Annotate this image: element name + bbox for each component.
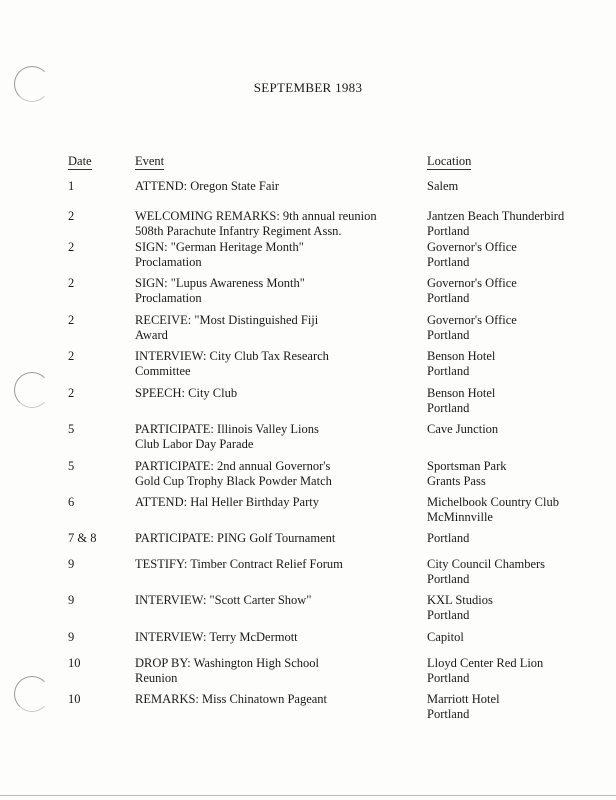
row-location: [427, 656, 612, 686]
location-line: Portland: [427, 224, 470, 238]
event-line: PARTICIPATE: 2nd annual Governor's: [135, 459, 331, 473]
row-date: 7 & 8: [68, 531, 97, 545]
row-date: 2: [68, 313, 75, 327]
event-line: Award: [135, 328, 168, 342]
row-location: [427, 386, 612, 416]
location-line: Governor's Office: [427, 276, 517, 290]
page-title: SEPTEMBER 1983: [253, 80, 363, 95]
row-event: [135, 459, 420, 489]
row-event: [135, 495, 420, 510]
location-line: Marriott Hotel: [427, 692, 500, 706]
row-location: [427, 349, 612, 379]
row-date: 5: [68, 459, 75, 473]
row-event: [135, 557, 420, 572]
row-event: [135, 692, 420, 707]
location-line: Portland: [427, 291, 470, 305]
event-line: REMARKS: Miss Chinatown Pageant: [135, 692, 328, 706]
event-line: INTERVIEW: City Club Tax Research: [135, 349, 329, 363]
table-header: [0, 154, 616, 170]
row-event: [135, 240, 420, 270]
row-event: [135, 593, 420, 608]
row-location: [427, 276, 612, 306]
location-line: Benson Hotel: [427, 349, 496, 363]
row-date: 2: [68, 240, 75, 254]
row-location: [427, 495, 612, 525]
location-line: Portland: [427, 328, 470, 342]
event-line: PARTICIPATE: PING Golf Tournament: [135, 531, 336, 545]
row-location: [427, 593, 612, 623]
location-line: Portland: [427, 401, 470, 415]
event-line: ATTEND: Oregon State Fair: [135, 179, 280, 193]
row-event: [135, 209, 420, 239]
row-location: [427, 209, 612, 239]
location-line: McMinnville: [427, 510, 493, 524]
row-date: 9: [68, 593, 75, 607]
row-date: 2: [68, 386, 75, 400]
location-line: Jantzen Beach Thunderbird: [427, 209, 565, 223]
event-line: WELCOMING REMARKS: 9th annual reunion: [135, 209, 377, 223]
event-line: DROP BY: Washington High School: [135, 656, 319, 670]
row-date: 6: [68, 495, 75, 509]
row-event: [135, 349, 420, 379]
header-event: Event: [135, 154, 165, 168]
row-location: [427, 459, 612, 489]
row-location: [427, 240, 612, 270]
event-line: TESTIFY: Timber Contract Relief Forum: [135, 557, 343, 571]
location-line: Salem: [427, 179, 459, 193]
row-location: [427, 630, 612, 645]
location-line: Grants Pass: [427, 474, 486, 488]
row-date: 2: [68, 209, 75, 223]
binder-hole-bottom: [14, 676, 50, 712]
row-date: 5: [68, 422, 75, 436]
location-line: Sportsman Park: [427, 459, 507, 473]
row-date: 1: [68, 179, 75, 193]
row-event: [135, 276, 420, 306]
row-date: 9: [68, 630, 75, 644]
location-line: Portland: [427, 608, 470, 622]
row-date: 9: [68, 557, 75, 571]
location-line: Capitol: [427, 630, 464, 644]
location-line: Cave Junction: [427, 422, 499, 436]
binder-hole-middle: [14, 372, 50, 408]
event-line: Reunion: [135, 671, 178, 685]
row-date: 2: [68, 349, 75, 363]
row-event: [135, 630, 420, 645]
location-line: Governor's Office: [427, 313, 517, 327]
event-line: ATTEND: Hal Heller Birthday Party: [135, 495, 319, 509]
header-location: Location: [427, 154, 472, 168]
row-date: 10: [68, 692, 81, 706]
event-line: Club Labor Day Parade: [135, 437, 254, 451]
row-event: [135, 656, 420, 686]
event-line: SIGN: "German Heritage Month": [135, 240, 304, 254]
event-line: SPEECH: City Club: [135, 386, 238, 400]
row-event: [135, 422, 420, 452]
location-line: KXL Studios: [427, 593, 493, 607]
location-line: Portland: [427, 364, 470, 378]
location-line: City Council Chambers: [427, 557, 546, 571]
location-line: Portland: [427, 255, 470, 269]
location-line: Portland: [427, 671, 470, 685]
row-event: [135, 386, 420, 401]
event-line: Gold Cup Trophy Black Powder Match: [135, 474, 332, 488]
row-location: [427, 692, 612, 722]
row-location: [427, 313, 612, 343]
event-line: INTERVIEW: Terry McDermott: [135, 630, 298, 644]
row-location: [427, 422, 612, 437]
event-line: INTERVIEW: "Scott Carter Show": [135, 593, 312, 607]
location-line: Benson Hotel: [427, 386, 496, 400]
row-event: [135, 313, 420, 343]
row-date: 10: [68, 656, 81, 670]
event-line: Proclamation: [135, 291, 202, 305]
location-line: Michelbook Country Club: [427, 495, 559, 509]
row-date: 2: [68, 276, 75, 290]
event-line: Proclamation: [135, 255, 202, 269]
row-event: [135, 179, 420, 194]
event-line: Committee: [135, 364, 191, 378]
event-line: RECEIVE: "Most Distinguished Fiji: [135, 313, 319, 327]
location-line: Governor's Office: [427, 240, 517, 254]
event-line: PARTICIPATE: Illinois Valley Lions: [135, 422, 319, 436]
location-line: Lloyd Center Red Lion: [427, 656, 544, 670]
location-line: Portland: [427, 707, 470, 721]
row-event: [135, 531, 420, 546]
location-line: Portland: [427, 572, 470, 586]
row-location: [427, 557, 612, 587]
row-location: [427, 531, 612, 546]
event-line: 508th Parachute Infantry Regiment Assn.: [135, 224, 342, 238]
event-line: SIGN: "Lupus Awareness Month": [135, 276, 305, 290]
location-line: Portland: [427, 531, 470, 545]
row-location: [427, 179, 612, 194]
page-bottom-edge: [0, 795, 616, 796]
header-date: Date: [68, 154, 92, 168]
